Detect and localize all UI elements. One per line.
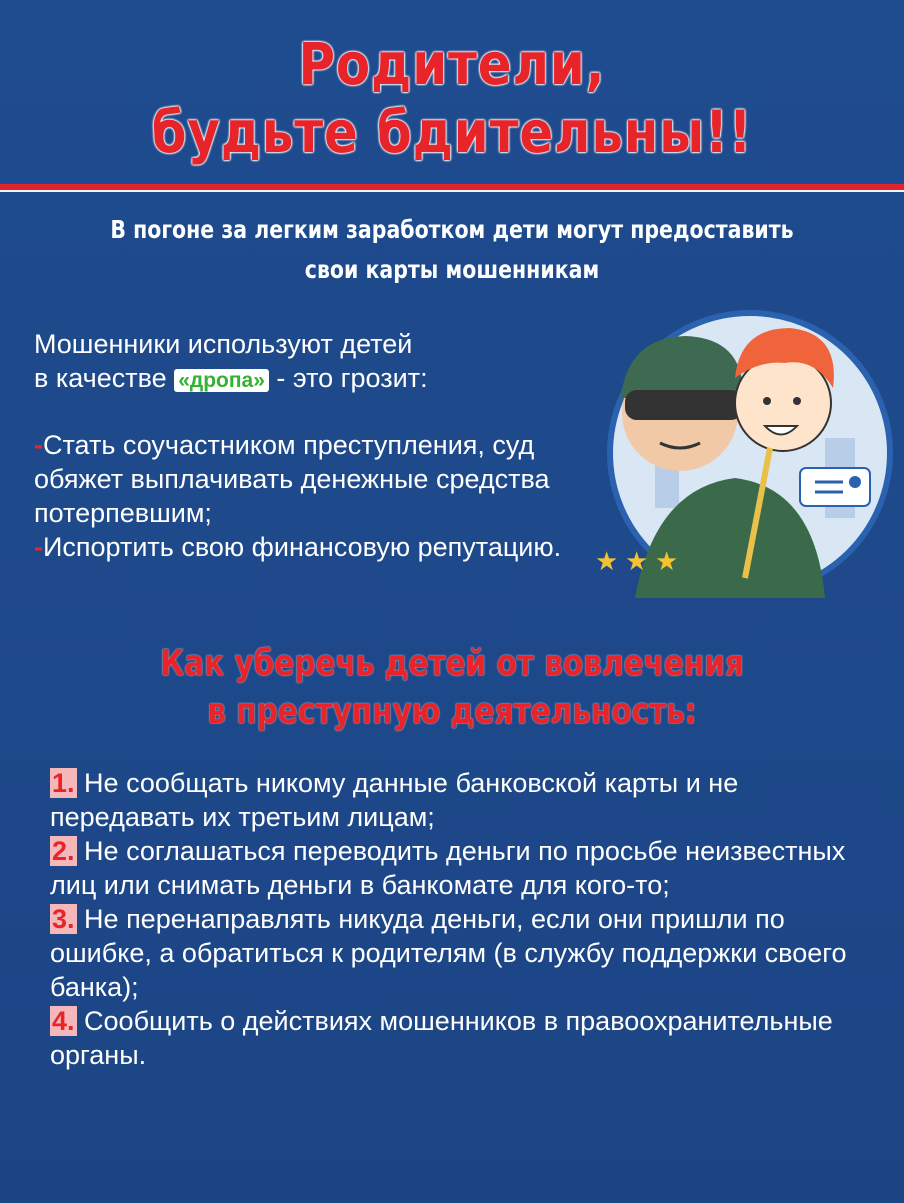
intro-line-2: в качестве «дропа» - это грозит: <box>34 363 428 393</box>
intro-line-1: Мошенники используют детей <box>34 329 413 359</box>
poster-title: Родители, будьте бдительны!! <box>151 30 753 166</box>
drop-term: «дропа» <box>174 369 269 392</box>
threat-item: -Испортить свою финансовую репутацию. <box>34 532 562 562</box>
title-divider <box>0 184 904 192</box>
svg-text:★: ★ <box>595 546 619 576</box>
rules-list <box>50 766 870 1072</box>
thief-with-child-mask-icon <box>575 298 895 618</box>
svg-text:★: ★ <box>625 546 649 576</box>
threat-item: -Стать соучастником преступления, суд обяжет выплачивать денежные средства потерпевшим; <box>34 430 550 528</box>
svg-text:★: ★ <box>655 546 679 576</box>
rule-item: 4. Сообщить о действиях мошенников в правоохранительные органы. <box>50 1006 833 1070</box>
rule-item: 3. Не перенаправлять никуда деньги, если они пришли по ошибке, а обратиться к родителям (в службу поддержки своего банка); <box>50 904 847 1002</box>
rule-item: 2. Не соглашаться переводить деньги по просьбе неизвестных лиц или снимать деньги в банкомате для кого-то; <box>50 836 846 900</box>
rule-item: 1. Не сообщать никому данные банковской карты и не передавать их третьим лицам; <box>50 768 739 832</box>
threat-list <box>34 428 594 564</box>
section-title: Как уберечь детей от вовлечения в преступную деятельность: <box>160 643 744 732</box>
poster-subtitle: В погоне за легким заработком дети могут предоставить свои карты мошенникам <box>110 215 794 284</box>
intro-block <box>34 327 594 564</box>
